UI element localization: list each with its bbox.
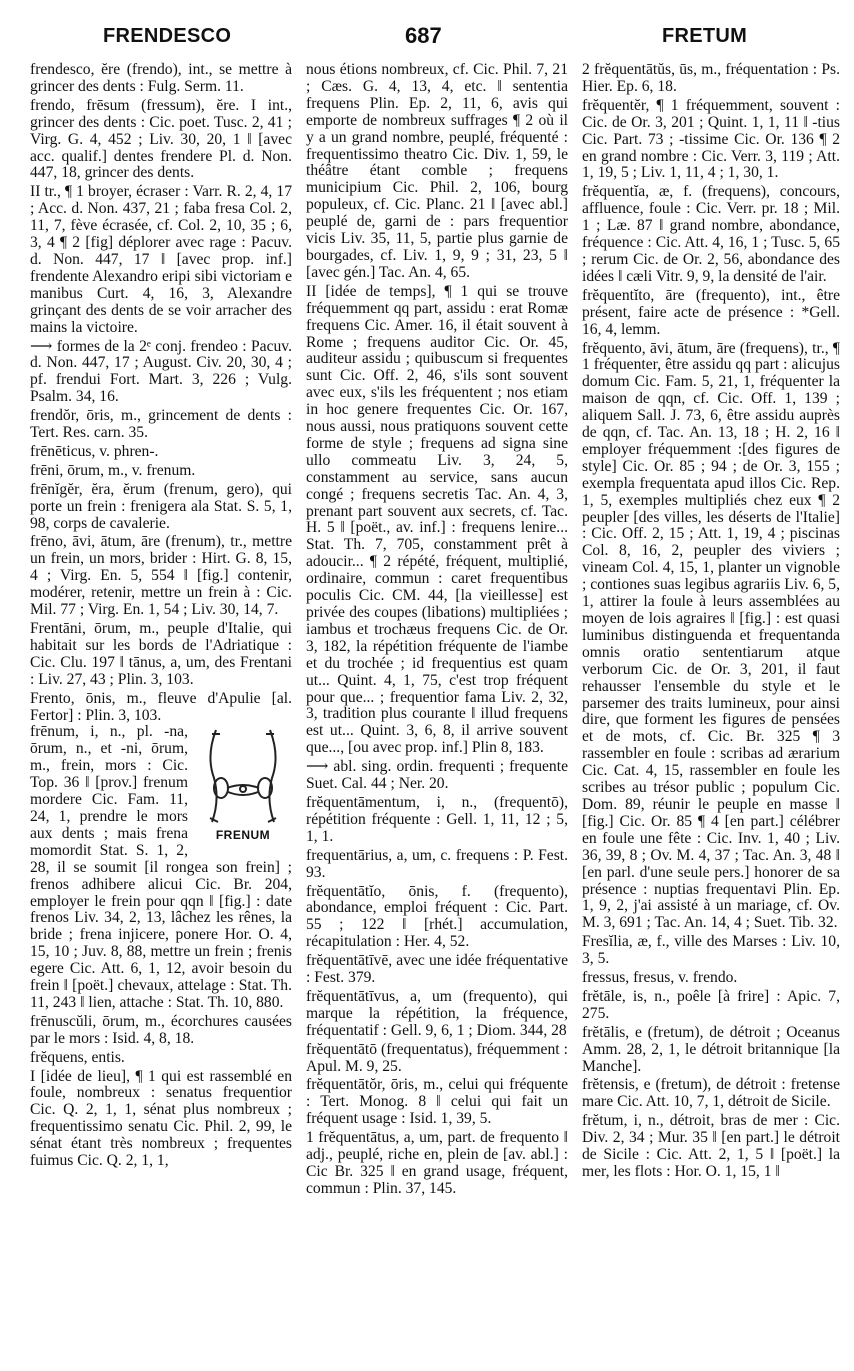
dictionary-entry: fressus, fresus, v. frendo. bbox=[582, 969, 738, 987]
dictionary-entry: frĕquens, entis. bbox=[30, 1048, 125, 1066]
dictionary-entry: frendo, frēsum (fressum), ĕre. I int., grincer des dents : Cic. poet. Tusc. 2, 41 ; Virg. G. 4, 452 ; Liv. 30, 20, 1 ‖ [avec acc. qualif.] dentes frendere Pl. d. Non. 447, 18, grincer des dents. bbox=[30, 96, 292, 182]
dictionary-entry: frĕquentātŏr, ōris, m., celui qui fréquente : Tert. Monog. 8 ‖ celui qui fait un fréquent usage : Isid. 1, 39, 5. bbox=[306, 1076, 568, 1128]
dictionary-entry: frēnuscŭli, ōrum, m., écorchures causées par le mors : Isid. 4, 8, 18. bbox=[30, 1012, 292, 1047]
dictionary-entry: I [idée de lieu], ¶ 1 qui est rassemblé en foule, nombreux : senatus frequentior Cic. Q. 2, 1, 1, sénat plus nombreux ; frequentissimo senatu Cic. Phil. 2, 99, le sénat étant très nombreux ; frequentes fuimus Cic. Q. 2, 1, 1, bbox=[30, 1067, 292, 1170]
dictionary-entry: frĕquentāmentum, i, n., (frequentō), répétition fréquente : Gell. 1, 11, 12 ; 5, 1, 1. bbox=[306, 793, 568, 845]
dictionary-entry: frendŏr, ōris, m., grincement de dents : Tert. Res. carn. 35. bbox=[30, 407, 292, 442]
column-left bbox=[30, 62, 292, 1170]
dictionary-entry: Frento, ōnis, m., fleuve d'Apulie [al. Fertor] : Plin. 3, 103. bbox=[30, 689, 292, 724]
dictionary-entry: frĕquento, āvi, ātum, āre (frequens), tr., ¶ 1 fréquenter, être assidu qq part : alicujus domum Cic. Fam. 5, 21, 1, fréquenter la maison de qqn, cf. Cic. Off. 1, 139 ; aliquem Sall. J. 73, 6, être assidu auprès de qqn, cf. Tac. An. 13, 18 ; H. 2, 16 ‖ employer fréquemment :[des figures de style] Cic. Or. 85 ; 94 ; de Or. 3, 155 ; exempla frequentata apud illos Cic. Rep. 1, 5, exemples multipliés chez eux ¶ 2 peupler [des villes, les déserts de l'Italie] : Cic. Off. 2, 15 ; Att. 1, 19, 4 ; piscinas Col. 8, 16, 2, peupler des viviers ; vineam Col. 4, 15, 1, planter un vignoble ; contiones suas legibus agrariis Liv. 6, 5, 1, attirer la foule à leurs assemblées au moyen de lois agraires ‖ [fig.] : est quasi luminibus distinguenda et frequentanda omnis oratio sententiarum atque verborum Cic. de Or. 3, 201, il faut rehausser l'ensemble du style et le parsemer des traits lumineux, pour ainsi dire, que forment les figures de pensées et de mots, cf. Cic. Br. 325 ¶ 3 rassembler en foule : scribas ad ærarium Cic. Cat. 4, 15, rassembler en foule les scribes au trésor public ; populum Cic. Dom. 89, réunir le peuple en masse ‖ [fig.] Cic. Or. 85 ¶ 4 [en part.] célébrer en foule une fête : Cic. Inv. 1, 40 ; Liv. 36, 39, 8 ; Ov. M. 4, 37 ; Tac. An. 3, 48 ‖ [en parl. d'une seule pers.] honorer de sa présence : nuptias frequentavi Plin. Ep. 1, 9, 2, j'ai assisté à un mariage, cf. Ov. M. 3, 691 ; Tac. An. 14, 4 ; Suet. Tib. 32. bbox=[582, 339, 840, 932]
dictionary-entry: frĕquentĕr, ¶ 1 fréquemment, souvent : Cic. de Or. 3, 201 ; Quint. 1, 1, 11 ‖ -tius Cic. Part. 73 ; -tissime Cic. Or. 136 ¶ 2 en grand nombre : Cic. Verr. 3, 119 ; Att. 1, 19, 5 ; Liv. 1, 11, 4 ; 1, 30, 1. bbox=[582, 96, 840, 182]
dictionary-entry: frĕquentātīvē, avec une idée fréquentative : Fest. 379. bbox=[306, 952, 568, 987]
dictionary-entry: Frentāni, ōrum, m., peuple d'Italie, qui habitait sur les bords de l'Adriatique : Cic. Clu. 197 ‖ tānus, a, um, des Frentani : Liv. 27, 43 ; Plin. 3, 103. bbox=[30, 620, 292, 688]
right-running-headword: FRETUM bbox=[662, 25, 748, 47]
dictionary-entry: ⟶ formes de la 2ᵉ conj. frendeo : Pacuv. d. Non. 447, 17 ; August. Civ. 20, 30, 4 ; pf. frendui Fort. Mart. 3, 226 ; Vulg. Psalm. 34, 16. bbox=[30, 337, 292, 406]
dictionary-entry: frĕquentātĭo, ōnis, f. (frequento), abondance, emploi fréquent : Cic. Part. 55 ; 122 ‖ [rhét.] accumulation, récapitulation : Her. 4, 52. bbox=[306, 882, 568, 951]
dictionary-entry: frĕtensis, e (fretum), de détroit : fretense mare Cic. Att. 10, 7, 1, détroit de Sicile. bbox=[582, 1076, 840, 1111]
dictionary-entry: frēno, āvi, ātum, āre (frenum), tr., mettre un frein, un mors, brider : Hirt. G. 8, 15, 4 ; Virg. En. 5, 554 ‖ [fig.] contenir, modérer, retenir, mettre un frein à : Cic. Mil. 77 ; Virg. En. 1, 54 ; Liv. 30, 14, 7. bbox=[30, 533, 292, 619]
dictionary-entry: frĕquentātīvus, a, um (frequento), qui marque la répétition, la fréquence, fréquentatif : Gell. 9, 6, 1 ; Diom. 344, 28 bbox=[306, 987, 568, 1039]
column-middle bbox=[306, 62, 568, 1198]
dictionary-entry: 1 frĕquentātus, a, um, part. de frequento ‖ adj., peuplé, riche en, plein de [av. abl.] : Cic Br. 325 ‖ en grand usage, fréquent, commun : Plin. 37, 145. bbox=[306, 1129, 568, 1197]
dictionary-entry: nous étions nombreux, cf. Cic. Phil. 7, 21 ; Cæs. G. 4, 13, 4, etc. ‖ sententia frequens Plin. Ep. 2, 11, 6, avis qui emporte de nombreux suffrages ¶ 2 où il y a un grand nombre, peuplé, fréquenté : frequentissimo theatro Cic. Div. 1, 59, le théâtre étant comble ; frequens municipium Cic. Phil. 2, 106, bourg populeux, cf. Cic. Planc. 21 ‖ [avec abl.] peuplé de, garni de : pars frequentior vicis Liv. 35, 11, 5, partie plus garnie de bourgades, cf. Liv. 1, 9, 9 ; 31, 23, 5 ‖ [avec gén.] Tac. An. 4, 65. bbox=[306, 61, 568, 281]
dictionary-entry: frĕtālis, e (fretum), de détroit ; Oceanus Amm. 28, 2, 1, le détroit britannique [la Manche]. bbox=[582, 1023, 840, 1075]
dictionary-entry: frēnēticus, v. phren-. bbox=[30, 442, 159, 460]
dictionary-entry: frendesco, ĕre (frendo), int., se mettre à grincer des dents : Fulg. Serm. 11. bbox=[30, 61, 292, 95]
dictionary-entry: frĕquentĭa, æ, f. (frequens), concours, affluence, foule : Cic. Verr. pr. 18 ; Mil. 1 ; Læ. 87 ‖ grand nombre, abondance, fréquence : Cic. Att. 4, 16, 1 ; Tusc. 5, 65 ; rerum Cic. de Or. 2, 56, abondance des idées ‖ cæli Vitr. 9, 9, la densité de l'air. bbox=[582, 183, 840, 285]
horse-bit-illustration bbox=[194, 726, 292, 844]
page-number: 687 bbox=[405, 23, 442, 48]
dictionary-entry: frēnĭgĕr, ĕra, ĕrum (frenum, gero), qui porte un frein : frenigera ala Stat. S. 5, 1, 98, corps de cavalerie. bbox=[30, 480, 292, 532]
dictionary-entry: 2 frĕquentātŭs, ūs, m., fréquentation : Ps. Hier. Ep. 6, 18. bbox=[582, 61, 840, 95]
dictionary-entry: frequentārius, a, um, c. frequens : P. Fest. 93. bbox=[306, 846, 568, 881]
dictionary-entry: ⟶ abl. sing. ordin. frequenti ; frequente Suet. Cal. 44 ; Ner. 20. bbox=[306, 758, 568, 793]
dictionary-entry: II [idée de temps], ¶ 1 qui se trouve fréquemment qq part, assidu : erat Romæ frequens Cic. Amer. 16, il était souvent à Rome ; frequens auditor Cic. Or. 45, auditeur assidu ; quibuscum si frequentes sunt Cic. Off. 2, 46, s'ils sont souvent avec eux, s'ils les fréquentent ; nos etiam in hoc genere frequentes Cic. Or. 167, nous aussi, nous pratiquons souvent cette forme de style ; frequens ad signa sine ullo commeatu Liv. 3, 24, 5, constamment au service, sans aucun congé ; frequens secretis Tac. An. 4, 3, prenant part souvent aux secrets, cf. Tac. H. 5 ‖ [poët., av. inf.] : frequens lenire... Stat. Th. 7, 705, constamment prêt à adoucir... ¶ 2 répété, fréquent, multiplié, ordinaire, commun : caret frequentibus poculis Cic. CM. 44, [la vieillesse] est privée des coupes (libations) multipliées ; iambus et trochæus frequens Cic. de Or. 3, 182, la répétition fréquente de l'iambe et du trochée ; id frequentius est quam ut... Quint. 4, 1, 75, c'est trop fréquent pour que... ; frequentior fama Liv. 2, 32, 3, tradition plus courante ‖ illud frequens est ut... Quint. 3, 6, 8, il arrive souvent que..., [ou avec prop. inf.] Plin 8, 183. bbox=[306, 282, 568, 757]
dictionary-entry: frĕquentātō (frequentatus), fréquemment : Apul. M. 9, 25. bbox=[306, 1040, 568, 1075]
dictionary-entry: Fresĭlia, æ, f., ville des Marses : Liv. 10, 3, 5. bbox=[582, 933, 840, 968]
figure-caption: FRENUM bbox=[215, 828, 271, 843]
dictionary-entry: frĕquentĭto, āre (frequento), int., être présent, faire acte de présence : *Gell. 16, 4, lemm. bbox=[582, 286, 840, 338]
dictionary-entry: frēnum, i, n., pl. -na, ōrum, n., et -ni, ōrum, m., frein, mors : Cic. Top. 36 ‖ [prov.] frenum mordere Cic. Fam. 11, 24, 1, prendre le mors aux dents ; mais frena momordit Stat. S. 1, 2, 28, il se soumit [il rongea son frein] ; frenos adhibere alicui Cic. Br. 204, employer le frein pour qqn ‖ [fig.] : date frenos Liv. 34, 2, 13, lâchez les rênes, la bride ; frena injicere, ponere Hor. O. 4, 15, 10 ; Juv. 8, 88, mettre un frein ; frenis egere Cic. Att. 6, 1, 12, avoir besoin du frein ‖ [poët.] chevaux, attelage : Stat. Th. 11, 243 ‖ lien, attache : Stat. Th. 10, 880. bbox=[30, 723, 292, 1011]
dictionary-entry: frĕtāle, is, n., poêle [à frire] : Apic. 7, 275. bbox=[582, 987, 840, 1022]
horse-bit-icon bbox=[194, 726, 292, 826]
column-right bbox=[582, 62, 840, 1181]
dictionary-entry: frĕtum, i, n., détroit, bras de mer : Cic. Div. 2, 34 ; Mur. 35 ‖ [en part.] le détroit de Sicile : Cic. Att. 2, 1, 5 ‖ [poët.] la mer, les flots : Hor. O. 1, 15, 1 ‖ bbox=[582, 1112, 840, 1180]
left-running-headword: FRENDESCO bbox=[103, 25, 232, 47]
dictionary-entry: II tr., ¶ 1 broyer, écraser : Varr. R. 2, 4, 17 ; Acc. d. Non. 437, 21 ; faba fresa Col. 2, 11, 7, fève écrasée, cf. Col. 2, 10, 35 ; 6, 3, 4 ¶ 2 [fig] déplorer avec rage : Pacuv. d. Non. 447, 17 ‖ [avec prop. inf.] frendente Alexandro eripi sibi victoriam e manibus Curt. 4, 16, 3, Alexandre grinçant des dents de se voir arracher des mains la victoire. bbox=[30, 183, 292, 336]
page-header bbox=[0, 0, 854, 50]
dictionary-entry: frēni, ōrum, m., v. frenum. bbox=[30, 461, 196, 479]
